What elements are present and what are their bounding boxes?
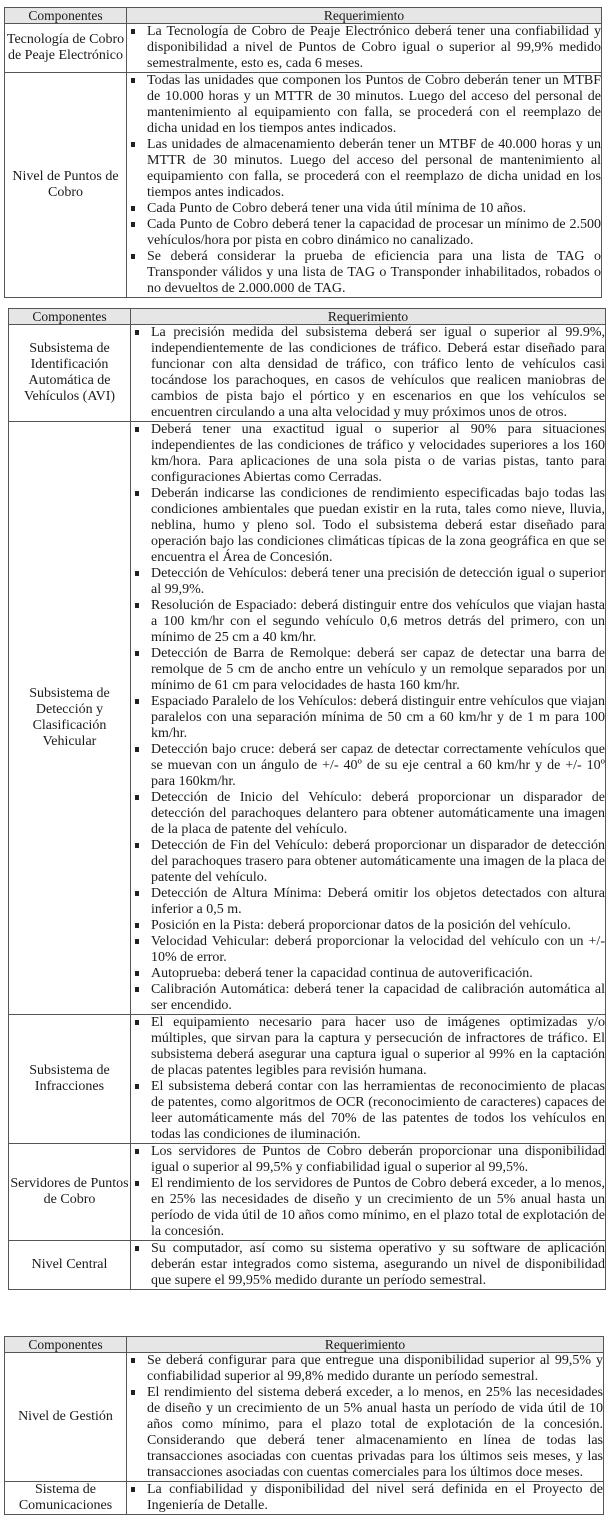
table-row <box>5 24 602 73</box>
requirement-item: Los servidores de Puntos de Cobro deberán proporcionar una disponibilidad igual o superior al 99,5% y confiabilidad igual o superior al 99,5%. <box>131 1144 605 1176</box>
component-cell: Nivel de Puntos de Cobro <box>5 73 127 298</box>
header-requirement: Requerimiento <box>127 1337 604 1353</box>
requirement-cell <box>131 1241 606 1290</box>
requirement-cell <box>127 24 602 73</box>
table-row <box>9 1241 606 1290</box>
table-header-row <box>9 309 606 325</box>
table-row <box>9 1144 606 1241</box>
table-row <box>5 1353 604 1482</box>
requirement-item: Detección de Fin del Vehículo: deberá proporcionar un disparador de detección del parachoques trasero para obtener automáticamente una imagen de la placa de patente del vehículo. <box>131 838 605 886</box>
requirement-item: El rendimiento del sistema deberá exceder, a lo menos, en 25% las necesidades de diseño y un crecimiento de un 5% anual hasta un período de vida útil de 10 años como mínimo, para el plazo total de explotación de la concesión. Considerando que deberá tener almacenamiento en línea de todas las transacciones asociadas con cuentas privadas para los últimos seis meses, y las transacciones asociadas con cuentas comerciales para los últimos doce meses. <box>127 1385 603 1481</box>
requirement-item: Su computador, así como su sistema operativo y su software de aplicación deberán estar integrados como sistema, asegurando un nivel de disponibilidad que supere el 99,95% medido durante un período semestral. <box>131 1241 605 1289</box>
requirement-item: Espaciado Paralelo de los Vehículos: deberá distinguir entre vehículos que viajan paralelos con una separación mínima de 50 cm a 60 km/hr y de 1 m para 100 km/hr. <box>131 694 605 742</box>
requirement-item: La precisión medida del subsistema deberá ser igual o superior al 99.9%, independientemente de las condiciones de tráfico. Deberá estar diseñado para funcionar con alta densidad de tráfico, con tráfico lento de vehículos casi tocándose los parachoques, en casos de vehículos que realicen maniobras de cambios de pista bajo el pórtico y en escenarios en que los vehículos se encuentren circulando a una alta velocidad y muy próximos unos de otros. <box>131 325 605 421</box>
component-cell: Nivel Central <box>9 1241 131 1290</box>
requirement-item: Se deberá configurar para que entregue una disponibilidad superior al 99,5% y confiabilidad superior al 99,8% medido durante un período semestral. <box>127 1353 603 1385</box>
requirement-item: Calibración Automática: deberá tener la capacidad de calibración automática al ser encendido. <box>131 982 605 1014</box>
requirement-item: La Tecnología de Cobro de Peaje Electrónico deberá tener una confiabilidad y disponibilidad a nivel de Puntos de Cobro igual o superior al 99,9% medido semestralmente, esto es, cada 6 meses. <box>127 24 601 72</box>
component-cell: Sistema de Comunicaciones <box>5 1482 127 1515</box>
requirement-cell <box>131 1144 606 1241</box>
component-cell: Tecnología de Cobro de Peaje Electrónico <box>5 24 127 73</box>
header-requirement: Requerimiento <box>131 309 606 325</box>
requirement-item: Detección de Vehículos: deberá tener una precisión de detección igual o superior al 99,9%. <box>131 566 605 598</box>
requirement-item: Las unidades de almacenamiento deberán tener un MTBF de 40.000 horas y un MTTR de 30 minutos. Luego del acceso del personal de mantenimiento al equipamiento con falla, se procederá con el reemplazo de dicha unidad en los tiempos antes indicados. <box>127 137 601 201</box>
requirements-table-1 <box>4 7 602 298</box>
component-cell: Subsistema de Detección y Clasificación Vehicular <box>9 422 131 1015</box>
requirements-table-3 <box>4 1336 604 1515</box>
requirement-item: Deberán indicarse las condiciones de rendimiento especificadas bajo todas las condiciones ambientales que puedan existir en la ruta, tales como nieve, lluvia, neblina, humo y pleno sol. Todo el subsistema deberá estar diseñado para operación bajo las condiciones climáticas típicas de la zona geográfica en que se encuentra el Área de Concesión. <box>131 486 605 566</box>
table-row <box>5 1482 604 1515</box>
requirement-item: Cada Punto de Cobro deberá tener una vida útil mínima de 10 años. <box>127 201 601 217</box>
requirement-item: Posición en la Pista: deberá proporcionar datos de la posición del vehículo. <box>131 918 605 934</box>
table-header-row <box>5 1337 604 1353</box>
requirement-cell <box>131 422 606 1015</box>
table-row <box>9 325 606 422</box>
table-header-row <box>5 8 602 24</box>
requirement-item: Detección de Altura Mínima: Deberá omitir los objetos detectados con altura inferior a 0,5 m. <box>131 886 605 918</box>
header-components: Componentes <box>9 309 131 325</box>
requirement-cell <box>127 1482 604 1515</box>
requirement-item: La confiabilidad y disponibilidad del nivel será definida en el Proyecto de Ingeniería de Detalle. <box>127 1482 603 1514</box>
requirement-cell <box>127 73 602 298</box>
header-components: Componentes <box>5 1337 127 1353</box>
requirement-cell <box>127 1353 604 1482</box>
requirement-item: Todas las unidades que componen los Puntos de Cobro deberán tener un MTBF de 10.000 horas y un MTTR de 30 minutos. Luego del acceso del personal de mantenimiento al equipamiento con falla, se procederá con el reemplazo de dicha unidad en los tiempos antes indicados. <box>127 73 601 137</box>
requirement-item: Se deberá considerar la prueba de eficiencia para una lista de TAG o Transponder válidos y una lista de TAG o Transponder inhabilitados, robados o no devueltos de 2.000.000 de TAG. <box>127 249 601 297</box>
requirement-cell <box>131 1015 606 1144</box>
component-cell: Subsistema de Identificación Automática de Vehículos (AVI) <box>9 325 131 422</box>
header-components: Componentes <box>5 8 127 24</box>
requirement-item: Autoprueba: deberá tener la capacidad continua de autoverificación. <box>131 966 605 982</box>
requirement-item: Cada Punto de Cobro deberá tener la capacidad de procesar un mínimo de 2.500 vehículos/hora por pista en cobro dinámico no canalizado. <box>127 217 601 249</box>
requirement-item: Velocidad Vehicular: deberá proporcionar la velocidad del vehículo con un +/- 10% de error. <box>131 934 605 966</box>
requirement-item: Deberá tener una exactitud igual o superior al 90% para situaciones independientes de las condiciones de tráfico y velocidades superiores a los 160 km/hora. Para aplicaciones de una sola pista o de varias pistas, tanto para configuraciones Abiertas como Cerradas. <box>131 422 605 486</box>
component-cell: Servidores de Puntos de Cobro <box>9 1144 131 1241</box>
table-row <box>9 422 606 1015</box>
requirement-item: Detección de Barra de Remolque: deberá ser capaz de detectar una barra de remolque de 5 cm de ancho entre un vehículo y un remolque separados por un mínimo de 61 cm para velocidades de hasta 160 km/hr. <box>131 646 605 694</box>
table-row <box>5 73 602 298</box>
component-cell: Subsistema de Infracciones <box>9 1015 131 1144</box>
requirement-item: Detección de Inicio del Vehículo: deberá proporcionar un disparador de detección del parachoques delantero para obtener automáticamente una imagen de la placa de patente del vehículo. <box>131 790 605 838</box>
header-requirement: Requerimiento <box>127 8 602 24</box>
requirement-item: Detección bajo cruce: deberá ser capaz de detectar correctamente vehículos que se muevan con un ángulo de +/- 40º de su eje central a 60 km/hr y de +/- 10º para 160km/hr. <box>131 742 605 790</box>
requirements-table-2 <box>8 308 606 1290</box>
table-row <box>9 1015 606 1144</box>
requirement-item: Resolución de Espaciado: deberá distinguir entre dos vehículos que viajan hasta a 100 km/hr con el segundo vehículo 0,6 metros detrás del primero, con un mínimo de 25 cm a 40 km/hr. <box>131 598 605 646</box>
requirement-item: El equipamiento necesario para hacer uso de imágenes optimizadas y/o múltiples, que sirvan para la captura y persecución de infractores de tráfico. El subsistema deberá asegurar una captura igual o superior al 99% en la captación de placas patentes legibles para revisión humana. <box>131 1015 605 1079</box>
requirement-item: El rendimiento de los servidores de Puntos de Cobro deberá exceder, a lo menos, en 25% las necesidades de diseño y un crecimiento de un 5% anual hasta un período de vida útil de 10 años como mínimo, en el plazo total de explotación de la concesión. <box>131 1176 605 1240</box>
component-cell: Nivel de Gestión <box>5 1353 127 1482</box>
requirement-cell <box>131 325 606 422</box>
requirement-item: El subsistema deberá contar con las herramientas de reconocimiento de placas de patentes, como algoritmos de OCR (reconocimiento de caracteres) capaces de leer automáticamente más del 70% de las patentes de todos los vehículos en todas las condiciones de iluminación. <box>131 1079 605 1143</box>
